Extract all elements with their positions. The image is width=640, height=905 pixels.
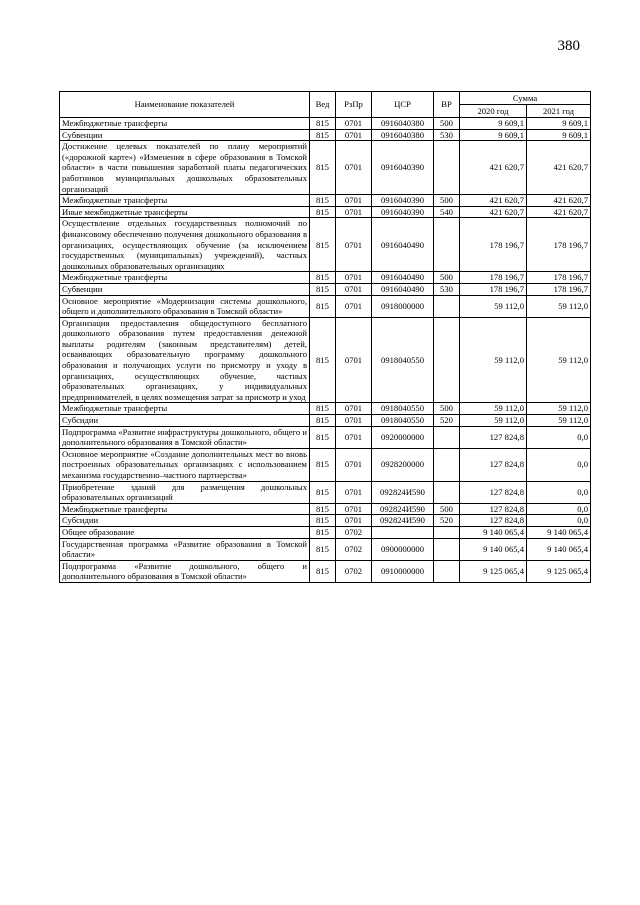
cell-2021: 421 620,7 (527, 141, 591, 195)
cell-2021: 0,0 (527, 503, 591, 515)
header-rzpr: РзПр (336, 92, 372, 118)
cell-2021: 0,0 (527, 515, 591, 527)
cell-2021: 178 196,7 (527, 272, 591, 284)
cell-csr: 0918000000 (372, 295, 434, 317)
cell-rzpr: 0701 (336, 317, 372, 403)
cell-csr: 0916040390 (372, 141, 434, 195)
cell-rzpr: 0701 (336, 118, 372, 130)
cell-name: Достижение целевых показателей по плану мероприятий («дорожной карте») «Изменения в сфере образования в Томской области» в части повышения заработной платы педагогических работников муниципальных дошкольных образовательных организаций (60, 141, 310, 195)
cell-2021: 59 112,0 (527, 403, 591, 415)
cell-vr (434, 141, 460, 195)
cell-vr: 530 (434, 283, 460, 295)
cell-ved: 815 (310, 218, 336, 272)
cell-name: Основное мероприятие «Создание дополнительных мест во вновь построенных образовательных организациях с использованием механизма государственно–частного партнерства» (60, 448, 310, 481)
cell-rzpr: 0701 (336, 481, 372, 503)
cell-ved: 815 (310, 403, 336, 415)
cell-2020: 127 824,8 (460, 503, 527, 515)
cell-ved: 815 (310, 317, 336, 403)
cell-vr (434, 295, 460, 317)
cell-ved: 815 (310, 481, 336, 503)
cell-2021: 9 125 065,4 (527, 560, 591, 582)
cell-vr: 500 (434, 195, 460, 207)
table-row (60, 515, 591, 527)
table-row (60, 560, 591, 582)
cell-vr: 500 (434, 272, 460, 284)
cell-csr: 0916040490 (372, 283, 434, 295)
cell-rzpr: 0701 (336, 426, 372, 448)
cell-vr: 540 (434, 206, 460, 218)
cell-vr: 530 (434, 129, 460, 141)
table-row (60, 526, 591, 538)
cell-2020: 178 196,7 (460, 218, 527, 272)
cell-2020: 9 609,1 (460, 118, 527, 130)
cell-rzpr: 0701 (336, 206, 372, 218)
cell-2021: 9 140 065,4 (527, 526, 591, 538)
cell-rzpr: 0702 (336, 538, 372, 560)
cell-2020: 178 196,7 (460, 272, 527, 284)
cell-rzpr: 0701 (336, 129, 372, 141)
cell-2021: 0,0 (527, 448, 591, 481)
cell-csr: 092824И590 (372, 503, 434, 515)
cell-ved: 815 (310, 426, 336, 448)
cell-rzpr: 0701 (336, 403, 372, 415)
table-row (60, 283, 591, 295)
cell-ved: 815 (310, 295, 336, 317)
table-header (60, 92, 591, 118)
cell-2020: 178 196,7 (460, 283, 527, 295)
cell-name: Общее образование (60, 526, 310, 538)
cell-ved: 815 (310, 448, 336, 481)
cell-ved: 815 (310, 538, 336, 560)
cell-csr: 092824И590 (372, 481, 434, 503)
cell-ved: 815 (310, 515, 336, 527)
header-csr: ЦСР (372, 92, 434, 118)
cell-ved: 815 (310, 503, 336, 515)
table-row (60, 141, 591, 195)
header-name: Наименование показателей (60, 92, 310, 118)
cell-vr (434, 317, 460, 403)
table-row (60, 481, 591, 503)
cell-ved: 815 (310, 283, 336, 295)
header-vr: ВР (434, 92, 460, 118)
table-body (60, 118, 591, 583)
cell-2020: 127 824,8 (460, 515, 527, 527)
cell-2020: 9 140 065,4 (460, 526, 527, 538)
cell-2021: 9 140 065,4 (527, 538, 591, 560)
cell-ved: 815 (310, 526, 336, 538)
cell-vr (434, 218, 460, 272)
cell-ved: 815 (310, 560, 336, 582)
cell-rzpr: 0701 (336, 295, 372, 317)
cell-csr: 0918040550 (372, 317, 434, 403)
cell-ved: 815 (310, 141, 336, 195)
cell-ved: 815 (310, 129, 336, 141)
cell-csr: 0928200000 (372, 448, 434, 481)
cell-vr: 520 (434, 515, 460, 527)
cell-2021: 421 620,7 (527, 195, 591, 207)
cell-2020: 59 112,0 (460, 415, 527, 427)
cell-rzpr: 0702 (336, 560, 372, 582)
cell-name: Приобретение зданий для размещения дошкольных образовательных организаций (60, 481, 310, 503)
table-row (60, 415, 591, 427)
cell-2020: 127 824,8 (460, 481, 527, 503)
cell-vr: 500 (434, 118, 460, 130)
cell-name: Основное мероприятие «Модернизация системы дошкольного, общего и дополнительного образования в Томской области» (60, 295, 310, 317)
cell-rzpr: 0701 (336, 283, 372, 295)
cell-rzpr: 0701 (336, 415, 372, 427)
table-row (60, 206, 591, 218)
cell-2020: 59 112,0 (460, 295, 527, 317)
cell-csr: 0916040490 (372, 218, 434, 272)
cell-2021: 59 112,0 (527, 317, 591, 403)
cell-2020: 421 620,7 (460, 141, 527, 195)
cell-rzpr: 0701 (336, 218, 372, 272)
cell-rzpr: 0701 (336, 141, 372, 195)
page-number: 380 (557, 38, 580, 54)
cell-ved: 815 (310, 118, 336, 130)
cell-rzpr: 0702 (336, 526, 372, 538)
cell-ved: 815 (310, 206, 336, 218)
table-row (60, 118, 591, 130)
cell-name: Организация предоставления общедоступного бесплатного дошкольного образования путем предоставления денежной выплаты родителям (законным представителям) детей, осваивающих образовательную программу дошкольного образования и получающих услуги по присмотру и уходу в организациях, осуществляющих обучение, частных образовательных организациях, у индивидуальных предпринимателей, в целях возмещения затрат за присмотр и уход (60, 317, 310, 403)
table-row (60, 317, 591, 403)
cell-rzpr: 0701 (336, 448, 372, 481)
table-row (60, 503, 591, 515)
cell-2021: 9 609,1 (527, 118, 591, 130)
table-row (60, 403, 591, 415)
cell-csr: 0916040390 (372, 206, 434, 218)
cell-ved: 815 (310, 195, 336, 207)
cell-csr: 0916040380 (372, 118, 434, 130)
header-ved: Вед (310, 92, 336, 118)
cell-csr: 0916040490 (372, 272, 434, 284)
cell-vr (434, 560, 460, 582)
cell-2021: 9 609,1 (527, 129, 591, 141)
cell-name: Субсидии (60, 515, 310, 527)
cell-name: Подпрограмма «Развитие дошкольного, общего и дополнительного образования в Томской области» (60, 560, 310, 582)
cell-csr: 0900000000 (372, 538, 434, 560)
cell-2021: 0,0 (527, 481, 591, 503)
cell-rzpr: 0701 (336, 515, 372, 527)
cell-csr: 0920000000 (372, 426, 434, 448)
cell-name: Субсидии (60, 415, 310, 427)
cell-vr (434, 526, 460, 538)
cell-2021: 0,0 (527, 426, 591, 448)
cell-name: Межбюджетные трансферты (60, 503, 310, 515)
cell-vr (434, 538, 460, 560)
cell-2020: 421 620,7 (460, 195, 527, 207)
cell-csr: 0916040390 (372, 195, 434, 207)
cell-vr: 500 (434, 403, 460, 415)
cell-vr: 500 (434, 503, 460, 515)
cell-name: Субвенции (60, 129, 310, 141)
cell-rzpr: 0701 (336, 503, 372, 515)
table-row (60, 218, 591, 272)
cell-2021: 178 196,7 (527, 218, 591, 272)
cell-csr: 0918040550 (372, 415, 434, 427)
cell-2020: 127 824,8 (460, 426, 527, 448)
cell-name: Межбюджетные трансферты (60, 195, 310, 207)
cell-name: Подпрограмма «Развитие инфраструктуры дошкольного, общего и дополнительного образования в Томской области» (60, 426, 310, 448)
table-row (60, 448, 591, 481)
cell-name: Осуществление отдельных государственных полномочий по финансовому обеспечению получения дошкольного образования в организациях, осуществляющих обучение (за исключением государственных (муниципальных) учреждений), частных дошкольных образовательных организациях (60, 218, 310, 272)
cell-name: Межбюджетные трансферты (60, 403, 310, 415)
cell-2021: 59 112,0 (527, 415, 591, 427)
cell-csr: 0916040380 (372, 129, 434, 141)
cell-2020: 9 140 065,4 (460, 538, 527, 560)
cell-2021: 59 112,0 (527, 295, 591, 317)
cell-2020: 127 824,8 (460, 448, 527, 481)
cell-vr (434, 481, 460, 503)
cell-name: Межбюджетные трансферты (60, 118, 310, 130)
cell-2020: 421 620,7 (460, 206, 527, 218)
header-sum: Сумма (460, 92, 591, 105)
cell-2020: 9 125 065,4 (460, 560, 527, 582)
cell-2021: 421 620,7 (527, 206, 591, 218)
cell-csr: 092824И590 (372, 515, 434, 527)
budget-table (59, 91, 591, 583)
cell-csr: 0918040550 (372, 403, 434, 415)
cell-csr (372, 526, 434, 538)
header-2021: 2021 год (527, 105, 591, 118)
cell-ved: 815 (310, 415, 336, 427)
cell-name: Межбюджетные трансферты (60, 272, 310, 284)
cell-2020: 59 112,0 (460, 403, 527, 415)
table-row (60, 195, 591, 207)
cell-2021: 178 196,7 (527, 283, 591, 295)
cell-vr (434, 448, 460, 481)
cell-ved: 815 (310, 272, 336, 284)
cell-vr: 520 (434, 415, 460, 427)
table-row (60, 129, 591, 141)
cell-rzpr: 0701 (336, 272, 372, 284)
cell-2020: 9 609,1 (460, 129, 527, 141)
table-row (60, 272, 591, 284)
table-row (60, 295, 591, 317)
header-2020: 2020 год (460, 105, 527, 118)
table-row (60, 538, 591, 560)
cell-2020: 59 112,0 (460, 317, 527, 403)
cell-name: Иные межбюджетные трансферты (60, 206, 310, 218)
table-row (60, 426, 591, 448)
cell-name: Субвенции (60, 283, 310, 295)
cell-vr (434, 426, 460, 448)
cell-csr: 0910000000 (372, 560, 434, 582)
cell-rzpr: 0701 (336, 195, 372, 207)
cell-name: Государственная программа «Развитие образования в Томской области» (60, 538, 310, 560)
